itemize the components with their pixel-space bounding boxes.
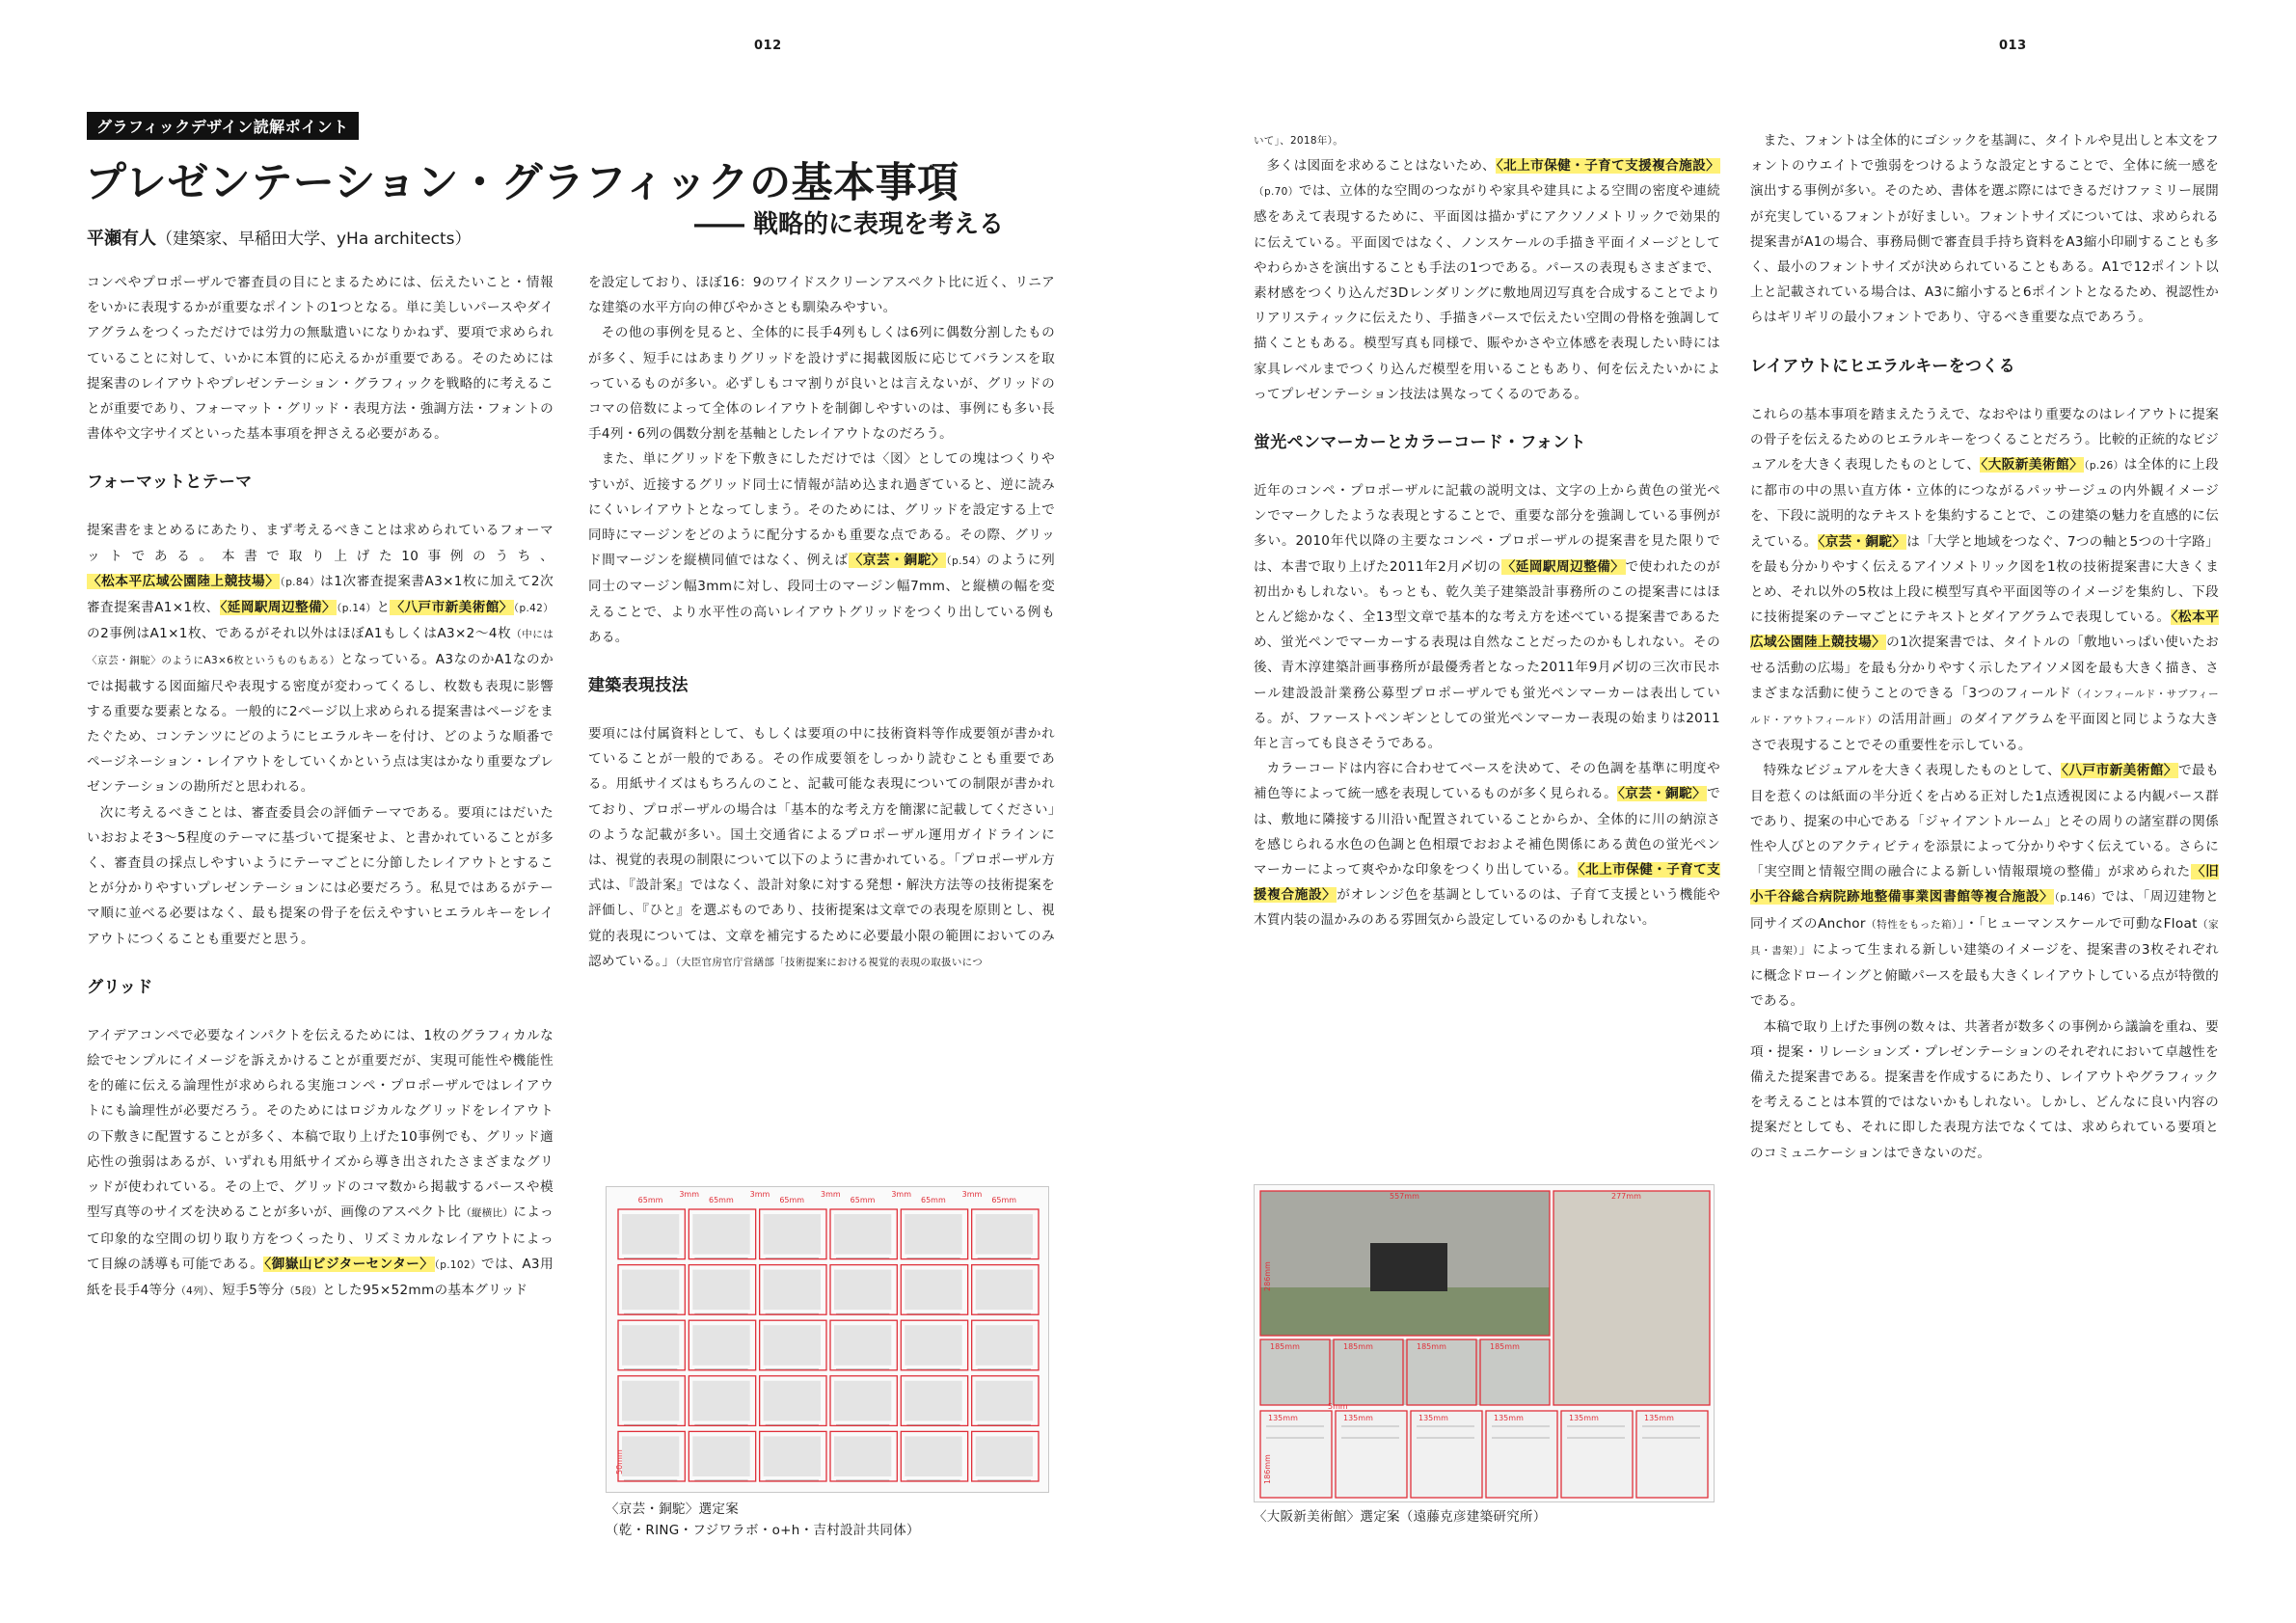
thumbnail-block bbox=[834, 1381, 891, 1421]
paragraph: その他の事例を見ると、全体的に長手4列もしくは6列に偶数分割したものが多く、短手にはあまりグリッドを設けずに掲載図版に応じてバランスを取っているものが多い。必ずしもコマ割りが良いとは言えないが、グリッドのコマの倍数によって全体のレイアウトを制御しやすいのは、事例にも多い長手4列・6列の偶数分割を基軸としたレイアウトなのだろう。 bbox=[588, 325, 1055, 443]
dimension-label-low: 135mm bbox=[1418, 1414, 1448, 1422]
building-mass bbox=[1370, 1243, 1447, 1291]
dimension-label-margin: 3mm bbox=[749, 1190, 770, 1199]
thumbnail-block bbox=[834, 1436, 891, 1476]
thumbnail-block bbox=[834, 1325, 891, 1366]
author-line bbox=[87, 225, 472, 250]
figure-1-caption bbox=[606, 1499, 920, 1541]
text-panels bbox=[1260, 1411, 1710, 1498]
highlight-nobeoka: 〈延岡駅周辺整備〉 bbox=[220, 600, 337, 616]
thumbnail-block bbox=[692, 1270, 749, 1311]
dimension-label-mid: 185mm bbox=[1270, 1342, 1300, 1351]
paragraph: アイデアコンペで必要なインパクトを伝えるためには、1枚のグラフィカルな絵でセンプルにイメージを訴えかけることが重要だが、実現可能性や機能性を的確に伝える論理性が求められる実施コンペ・プロポーザルではレイアウトにも論理性が必要だろう。そのためにはロジカルなグリッドをレイアウトの下敷きに配置することが多く、本稿で取り上げた10事例でも、グリッド適応性の強弱はあるが、いずれも用紙サイズから導き出されたさまざまなグリッドが使われている。その上で、グリッドのコマ数から掲載するパースや模型写真等のサイズを決めることが多いが、画像のアスペクト比（縦横比）によって印象的な空間の切り取り方をつくったり、リズミカルなレイアウトによって目線の誘導も可能である。〈御嶽山ビジターセンター〉（p.102）では、A3用紙を長手4等分（4列）、短手5等分（5段）とした95×52mmの基本グリッド bbox=[87, 1027, 554, 1298]
interior-photo bbox=[1553, 1191, 1710, 1405]
page-number-right: 013 bbox=[1999, 39, 2027, 53]
thumbnail-block bbox=[764, 1381, 821, 1421]
dimension-label-row: 50mm bbox=[615, 1449, 624, 1474]
highlight-kyogei: 〈京芸・銅駝〉 bbox=[1618, 786, 1707, 802]
figure-1-caption-title: 〈京芸・銅駝〉選定案 bbox=[606, 1501, 739, 1517]
highlight-matsumoto: 〈松本平広域公園陸上競技場〉 bbox=[1750, 609, 2219, 651]
thumbnail-block bbox=[905, 1214, 961, 1255]
dimension-label-lower-side: 186mm bbox=[1263, 1454, 1272, 1484]
thumbnail-block bbox=[692, 1325, 749, 1366]
thumbnail-block bbox=[764, 1325, 821, 1366]
thumbnail-block bbox=[764, 1436, 821, 1476]
highlight-matsumoto: 〈松本平広域公園陸上競技場〉 bbox=[88, 573, 280, 589]
heading-marker: 蛍光ペンマーカーとカラーコード・フォント bbox=[1254, 433, 1586, 453]
dimension-label-column: 65mm bbox=[779, 1196, 805, 1204]
article-title: プレゼンテーション・グラフィックの基本事項 bbox=[85, 159, 959, 207]
figure-1-caption-credit: （乾・RING・フジワラボ・o+h・吉村設計共同体） bbox=[606, 1523, 920, 1538]
dimension-label-low: 135mm bbox=[1268, 1414, 1298, 1422]
thumbnail-block bbox=[976, 1381, 1033, 1421]
author-affiliation: （建築家、早稲田大学、yHa architects） bbox=[156, 230, 472, 249]
thumbnail-block bbox=[834, 1270, 891, 1311]
figure-kyogei-grid bbox=[606, 1186, 1049, 1493]
paragraph: コンペやプロポーザルで審査員の目にとまるためには、伝えたいこと・情報をいかに表現するかが重要なポイントの1つとなる。単に美しいパースやダイアグラムをつくっただけでは労力の無駄遣いになりかねず、要項で求められていることに対して、いかに本質的に応えるかが重要である。そのためには提案書のレイアウトやプレゼンテーション・グラフィックを戦略的に考えることが重要であり、フォーマット・グリッド・表現方法・強調方法・フォントの書体や文字サイズといった基本事項を押さえる必要がある。 bbox=[87, 275, 554, 443]
thumbnail-block bbox=[622, 1214, 679, 1255]
section-kicker: グラフィックデザイン読解ポイント bbox=[87, 112, 359, 140]
paragraph: を設定しており、ほぼ16：9のワイドスクリーンアスペクト比に近く、リニアな建築の水平方向の伸びやかさとも馴染みやすい。 bbox=[588, 275, 1055, 316]
dimension-label-column: 65mm bbox=[921, 1196, 946, 1204]
dimension-label-gap: 5mm bbox=[1328, 1402, 1348, 1411]
paragraph: また、単にグリッドを下敷きにしただけでは〈図〉としての塊はつくりやすいが、近接するグリッド同士に情報が詰め込まれ過ぎていると、逆に読みにくいレイアウトとなってしまう。そのためには、グリッドを設定する上で同時にマージンをどのように配分するかも重要な点である。その際、グリッド間マージンを縦横同値ではなく、例えば〈京芸・銅駝〉（p.54）のように列同士のマージン幅3mmに対し、段同士のマージン幅7mm、と縦横の幅を変えることで、より水平性の高いレイアウトグリッドをつくり出している例もある。 bbox=[588, 451, 1055, 645]
highlight-kitakami-2: 〈北上市保健・子育て支援複合施設〉 bbox=[1254, 862, 1720, 904]
dimension-label-mid: 185mm bbox=[1417, 1342, 1446, 1351]
dimension-label-mid: 185mm bbox=[1343, 1342, 1373, 1351]
text-column-4 bbox=[1750, 128, 2219, 1507]
thumbnail-block bbox=[692, 1381, 749, 1421]
thumbnail-block bbox=[622, 1270, 679, 1311]
exterior-photo-ground bbox=[1260, 1287, 1550, 1336]
thumbnail-block bbox=[622, 1381, 679, 1421]
thumbnail-block bbox=[905, 1436, 961, 1476]
highlight-kitakami: 〈北上市保健・子育て支援複合施設〉 bbox=[1496, 158, 1719, 174]
figure-osaka-layout bbox=[1254, 1184, 1715, 1502]
thumbnail-block bbox=[905, 1381, 961, 1421]
dimension-label-low: 135mm bbox=[1494, 1414, 1524, 1422]
paragraph: 特殊なビジュアルを大きく表現したものとして、〈八戸市新美術館〉で最も目を惹くのは紙面の半分近くを占める正対した1点透視図による内観パース群であり、提案の中心である「ジャイアントルーム」とその周りの諸室群の関係性や人びとのアクティビティを添景によって分かりやすく伝えている。さらに「実空間と情報空間の融合による新しい情報環境の整備」が求められた〈旧小千谷総合病院跡地整備事業図書館等複合施設〉（p.146）では、「周辺建物と同サイズのAnchor（特性をもった箱）」・「ヒューマンスケールで可動なFloat（家具・書架）」によって生まれる新しい建築のイメージを、提案書の3枚それぞれに概念ドローイングと俯瞰パースを最も大きくレイアウトしている点が特徴的である。 bbox=[1750, 763, 2219, 1010]
thumbnail-block bbox=[692, 1214, 749, 1255]
dimension-label-mid: 185mm bbox=[1490, 1342, 1520, 1351]
thumbnail-block bbox=[905, 1325, 961, 1366]
dimension-label-low: 135mm bbox=[1569, 1414, 1599, 1422]
dimension-label-margin: 3mm bbox=[961, 1190, 983, 1199]
heading-grid: グリッド bbox=[87, 977, 153, 997]
grid-diagram-1 bbox=[607, 1187, 1049, 1493]
dimension-label-side: 286mm bbox=[1263, 1261, 1272, 1291]
thumbnail-block bbox=[976, 1270, 1033, 1311]
dimension-label-column: 65mm bbox=[637, 1196, 663, 1204]
paragraph: 提案書をまとめるにあたり、まず考えるべきことは求められているフォーマットである。本書で取り上げた10事例のうち、〈松本平広域公園陸上競技場〉（p.84）は1次審査提案書A3×1枚に加えて2次審査提案書A1×1枚、〈延岡駅周辺整備〉（p.14）と〈八戸市新美術館〉（p.42）の2事例はA1×1枚、であるがそれ以外はほぼA1もしくはA3×2〜4枚（中には〈京芸・銅駝〉のようにA3×6枚というものもある）となっている。A3なのかA1なのかでは掲載する図面縮尺や表現する密度が変わってくるし、枚数も表現に影響する重要な要素となる。一般的に2ページ以上求められる提案書はページをまたぐため、コンテンツにどのようにヒエラルキーを付け、どのような順番でページネーション・レイアウトをしていくかという点は実はかなり重要なプレゼンテーションの勘所だと思われる。 bbox=[87, 523, 554, 796]
thumbnail-block bbox=[622, 1436, 679, 1476]
highlight-nobeoka: 〈延岡駅周辺整備〉 bbox=[1501, 558, 1625, 575]
paragraph: 近年のコンペ・プロポーザルに記載の説明文は、文字の上から黄色の蛍光ペンでマークしたような表現とすることで、重要な部分を強調している事例が多い。2010年代以降の主要なコンペ・プロポーザルの提案書を見た限りでは、本書で取り上げた2011年2月〆切の〈延岡駅周辺整備〉で使われたのが初出かもしれない。もっとも、乾久美子建築設計事務所のこの提案書にはほとんど総かなく、全13型文章で基本的な考え方を述べている提案書であるため、蛍光ペンでマーカーする表現は自然なことだったのかもしれない。その後、青木淳建築計画事務所が最優秀者となった2011年9月〆切の三次市民ホール建設設計業務公募型プロポーザルでも蛍光ペンマーカーは表出している。が、ファーストペンギンとしての蛍光ペンマーカー表現の始まりは2011年と言っても良さそうである。 bbox=[1254, 483, 1720, 752]
highlight-hachinohe: 〈八戸市新美術館〉 bbox=[391, 600, 513, 616]
thumbnail-block bbox=[622, 1325, 679, 1366]
dimension-label-low: 135mm bbox=[1644, 1414, 1674, 1422]
highlight-kyogei: 〈京芸・銅駝〉 bbox=[849, 553, 946, 569]
dimension-label-margin: 3mm bbox=[679, 1190, 700, 1199]
paragraph: 多くは図面を求めることはないため、〈北上市保健・子育て支援複合施設〉（p.70）では、立体的な空間のつながりや家具や建具による空間の密度や連続感をあえて表現するために、平面図は描かずにアクソノメトリックで効果的に伝えている。平面図ではなく、ノンスケールの手描き平面イメージとしてやわらかさを演出することも手法の1つである。パースの表現もさまざまで、素材感をつくり込んだ3Dレンダリングに敷地周辺写真を合成することでよりリアリスティックに伝えたり、手描きパースで伝えたい空間の骨格を強調して描くこともある。模型写真も同様で、賑やかさや立体感を表現したい時には家具レベルまでつくり込んだ模型を用いることもあり、何を伝えたいかによってプレゼンテーション技法は異なってくるのである。 bbox=[1254, 158, 1720, 402]
heading-expression: 建築表現技法 bbox=[588, 676, 689, 696]
paragraph: カラーコードは内容に合わせてベースを決めて、その色調を基準に明度や補色等によって統一感を表現しているものが多く見られる。〈京芸・銅駝〉では、敷地に隣接する川沿い配置されていることからか、全体的に川の納涼さを感じられる水色の色調と色相環でおおよそ補色関係にある黄色の蛍光ペンマーカーによって爽やかな印象をつくり出している。〈北上市保健・子育て支援複合施設〉がオレンジ色を基調としているのは、子育て支援という機能や木質内装の温かみのある雰囲気から設定しているのかもしれない。 bbox=[1254, 761, 1720, 929]
thumbnail-block bbox=[764, 1270, 821, 1311]
paragraph: 次に考えるべきことは、審査委員会の評価テーマである。要項にはだいたいおおよそ3〜5程度のテーマに基づいて提案せよ、と書かれていることが多く、審査員の採点しやすいようにテーマごとに分節したレイアウトとすることが分かりやすいプレゼンテーションには必要だろう。私見ではあるがテーマ順に並べる必要はなく、最も提案の骨子を伝えやすいヒエラルキーをレイアウトにつくることも重要だと思う。 bbox=[87, 804, 554, 947]
heading-format: フォーマットとテーマ bbox=[87, 473, 253, 493]
dimension-label-column: 65mm bbox=[991, 1196, 1017, 1204]
highlight-kyukosen: 〈旧小千谷総合病院跡地整備事業図書館等複合施設〉 bbox=[1750, 864, 2219, 906]
thumbnail-block bbox=[834, 1214, 891, 1255]
thumbnail-block bbox=[764, 1214, 821, 1255]
author-name: 平瀬有人 bbox=[87, 229, 156, 249]
text-column-3 bbox=[1254, 128, 1720, 1150]
highlight-ontake: 〈御嶽山ビジターセンター〉 bbox=[264, 1256, 434, 1272]
thumbnail-block bbox=[976, 1436, 1033, 1476]
thumbnail-block bbox=[692, 1436, 749, 1476]
heading-layout: レイアウトにヒエラルキーをつくる bbox=[1750, 356, 2015, 376]
figure-2-caption: 〈大阪新美術館〉選定案（遠藤克彦建築研究所） bbox=[1254, 1509, 1547, 1525]
highlight-hachinohe: 〈八戸市新美術館〉 bbox=[2062, 763, 2177, 779]
thumbnail-block bbox=[976, 1325, 1033, 1366]
dimension-label-column: 65mm bbox=[850, 1196, 876, 1204]
paragraph: 本稿で取り上げた事例の数々は、共著者が数多くの事例から議論を重ね、要項・提案・リレーションズ・プレゼンテーションのそれぞれにおいて卓越性を備えた提案書である。提案書を作成するにあたり、レイアウトやグラフィックを考えることは本質的ではないかもしれない。しかし、どんなに良い内容の提案だとしても、それに即した表現方法でなくては、求められている要項とのコミュニケーションはできないのだ。 bbox=[1750, 1018, 2219, 1161]
highlight-osaka: 〈大阪新美術館〉 bbox=[1981, 457, 2084, 473]
text-column-1 bbox=[87, 270, 554, 1553]
dimension-label-low: 135mm bbox=[1343, 1414, 1373, 1422]
paragraph: これらの基本事項を踏まえたうえで、なおやはり重要なのはレイアウトに提案の骨子を伝えるためのヒエラルキーをつくることだろう。比較的正統的なビジュアルを大きく表現したものとして、〈大阪新美術館〉（p.26）は全体的に上段に都市の中の黒い直方体・立体的につながるパッサージュの内外観イメージを、下段に説明的なテキストを集約することで、この建築の魅力を直感的に伝えている。〈京芸・銅駝〉は「大学と地域をつなぐ、7つの軸と5つの十字路」を最も分かりやすく伝えるアイソメトリック図を1枚の技術提案書に大きくまとめ、それ以外の5枚は上段に模型写真や平面図等のイメージを集約し、下段に技術提案のテーマごとにテキストとダイアグラムで表現している。〈松本平広域公園陸上競技場〉の1次提案書では、タイトルの「敷地いっぱい使いたおせる活動の広場」を最も分かりやすく示したアイソメ図を最も大きく描き、さまざまな活動に使うことのできる「3つのフィールド（インフィールド・サブフィールド・アウトフィールド）の活用計画」のダイアグラムを平面図と同じような大きさで表現することでその重要性を示している。 bbox=[1750, 406, 2219, 754]
layout-diagram-2 bbox=[1255, 1185, 1715, 1502]
page-number-left: 012 bbox=[754, 39, 782, 53]
paragraph-continuation: いて」、2018年）。 bbox=[1254, 135, 1344, 147]
text-column-2 bbox=[588, 270, 1055, 1157]
dimension-label-margin: 3mm bbox=[891, 1190, 912, 1199]
dimension-label-margin: 3mm bbox=[821, 1190, 841, 1199]
dimension-label-top-right: 277mm bbox=[1611, 1192, 1641, 1201]
paragraph: また、フォントは全体的にゴシックを基調に、タイトルや見出しと本文をフォントのウエイトで強弱をつけるような設定とすることで、全体に統一感を演出する事例が多い。そのため、書体を選ぶ際にはできるだけファミリー展開が充実しているフォントが好ましい。フォントサイズについては、求められる提案書がA1の場合、事務局側で審査員手持ち資料をA3縮小印刷することも多く、最小のフォントサイズが決められていることもある。A1で12ポイント以上と記載されている場合は、A3に縮小すると6ポイントとなるため、視認性からはギリギリの最小フォントであり、守るべき重要な点であろう。 bbox=[1750, 133, 2219, 326]
paragraph: 要項には付属資料として、もしくは要項の中に技術資料等作成要領が書かれていることが一般的である。その作成要領をしっかり読むことも重要である。用紙サイズはもちろんのこと、記載可能な表現についての制限が書かれており、プロポーザルの場合は「基本的な考え方を簡潔に記載してください」のような記載が多い。国土交通省によるプロポーザル運用ガイドラインには、視覚的表現の制限について以下のように書かれている。「プロポーザル方式は、『設計案』ではなく、設計対象に対する発想・解決方法等の技術提案を評価し、『ひと』を選ぶものであり、技術提案は文章での表現を原則とし、視覚的表現については、文章を補完するために必要最小限の範囲においてのみ認めている。」（大臣官房官庁営繕部「技術提案における視覚的表現の取扱いにつ bbox=[588, 726, 1055, 969]
article-subtitle: ―― 戦略的に表現を考える bbox=[694, 210, 1005, 239]
dimension-label-column: 65mm bbox=[709, 1196, 734, 1204]
dimension-label-top-left: 557mm bbox=[1390, 1192, 1419, 1201]
thumbnail-block bbox=[905, 1270, 961, 1311]
highlight-kyogei: 〈京芸・銅駝〉 bbox=[1818, 533, 1906, 550]
thumbnail-block bbox=[976, 1214, 1033, 1255]
